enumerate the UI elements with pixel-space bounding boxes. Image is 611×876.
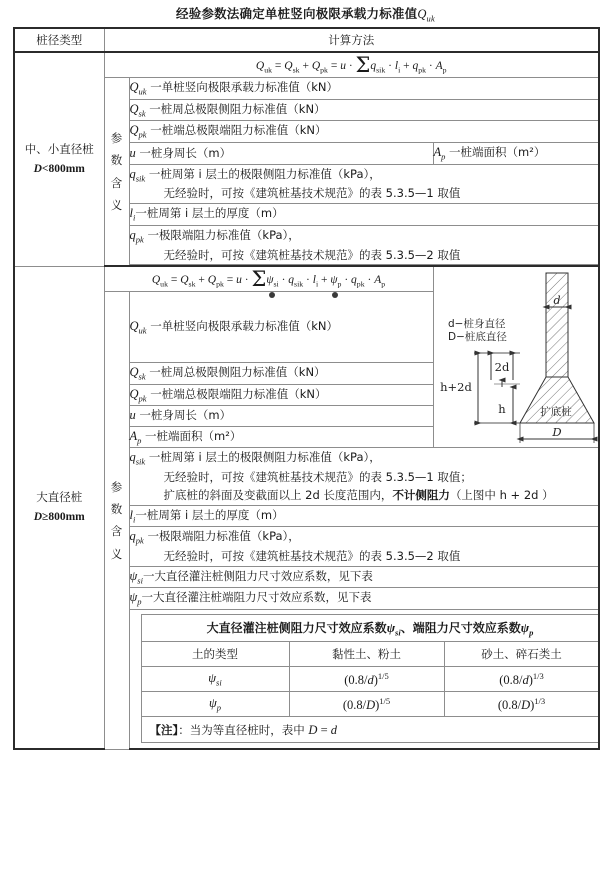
coef-note-row [141, 717, 599, 743]
table-header-row [14, 28, 599, 52]
pile-capacity-table [13, 27, 600, 750]
item-psi-si: $\psi_{si}$一大直径灌注桩侧阻力尺寸效应系数，见下表 [129, 566, 599, 588]
pile-diagram-cell [433, 266, 599, 448]
coef-table-container [129, 610, 599, 750]
page-title-symbol: $Q_{uk}$ [417, 7, 435, 24]
coef-header-clay: 黏性土、粉土 [289, 642, 444, 667]
section-small-formula-row [14, 52, 599, 78]
coef-label-psi-p: $\psi_p$ [141, 692, 289, 717]
diagram-label-D: D [551, 425, 562, 440]
coef-title-row [141, 615, 599, 642]
section-small-type-cond: D<800mm [33, 163, 85, 176]
item-Quk: $Q_{uk}$ 一单桩竖向极限承载力标准值（kN） [129, 78, 599, 100]
coef-psi-p-sand: $(0.8/D)^{1/3}$ [444, 692, 599, 717]
coef-psi-si-sand: $(0.8/d)^{1/3}$ [444, 667, 599, 692]
item-Qpk: $Q_{pk}$ 一桩端总极限端阻力标准值（kN） [129, 384, 433, 406]
section-large-param-label: 参 数 含 义 [104, 292, 129, 749]
diagram-label-2d: 2d [494, 360, 509, 375]
diagram-legend-d: d−桩身直径 [447, 318, 505, 331]
coef-table-note: 【注】：当为等直径桩时，表中 D = d [141, 717, 599, 743]
section-small-type-name: 中、小直径桩 [24, 142, 94, 157]
item-u: u 一桩身周长（m） [129, 406, 433, 426]
coef-header-row [141, 642, 599, 667]
item-qpk: $q_{pk}$ 一极限端阻力标准值（kPa）， 无经验时，可按《建筑桩基技术规范》的表 5.3.5—2 取值 [129, 225, 599, 264]
diagram-label-d: d [552, 294, 561, 308]
item-Ap: $A_p$ 一桩端面积（m²） [433, 143, 599, 165]
page-title [0, 4, 611, 24]
item-Qsk: $Q_{sk}$ 一桩周总极限侧阻力标准值（kN） [129, 99, 599, 121]
diagram-label-h: h [497, 402, 506, 417]
diagram-legend-D: D−桩底直径 [447, 331, 507, 344]
size-effect-coefficient-table [141, 614, 600, 743]
diagram-label-bell: 扩底桩 [539, 406, 572, 419]
page-title-text: 经验参数法确定单桩竖向极限承载力标准值 [176, 6, 418, 21]
section-large-formula-row [14, 266, 599, 292]
formula-small-diameter: $Q_{uk} = Q_{sk} + Q_{pk} = u \cdot \Sigma q_{sik} \cdot l_i + q_{pk} \cdot A_p$ [104, 52, 599, 78]
item-qpk: $q_{pk}$ 一极限端阻力标准值（kPa）， 无经验时，可按《建筑桩基技术规范》的表 5.3.5—2 取值 [129, 527, 599, 566]
coef-psi-si-clay: $(0.8/d)^{1/5}$ [289, 667, 444, 692]
item-psi-p: $\psi_p$一大直径灌注桩端阻力尺寸效应系数，见下表 [129, 588, 599, 610]
item-qsik: $q_{sik}$ 一桩周第 i 层土的极限侧阻力标准值（kPa）， 无经验时，可按《建筑桩基技术规范》的表 5.3.5—1 取值； 扩底桩的斜面及变截面以上 2d 长度范围内，不计侧阻力（上图中 h + 2d ） [129, 448, 599, 505]
belled-pile-diagram [434, 267, 600, 447]
coef-row-psi-si [141, 667, 599, 692]
formula-large-diameter: $Q_{uk} = Q_{sk} + Q_{pk} = u \cdot \Sigma\psi_{si} \cdot q_{sik} \cdot l_i + \psi_p \cdot q_{pk} \cdot A_p$ [104, 266, 433, 292]
section-large-type-cond: D≥800mm [33, 511, 85, 524]
item-qsik-line3: 扩底桩的斜面及变截面以上 2d 长度范围内，不计侧阻力（上图中 h + 2d ） [163, 487, 554, 502]
item-qsik: $q_{sik}$ 一桩周第 i 层土的极限侧阻力标准值（kPa）， 无经验时，可按《建筑桩基技术规范》的表 5.3.5—1 取值 [129, 164, 599, 203]
coef-row-psi-p [141, 692, 599, 717]
coef-table-title: 大直径灌注桩侧阻力尺寸效应系数$\psi_{si}$、端阻力尺寸效应系数$\psi_p$ [141, 615, 599, 642]
item-Quk: $Q_{uk}$ 一单桩竖向极限承载力标准值（kN） [129, 292, 433, 363]
coef-label-psi-si: $\psi_{si}$ [141, 667, 289, 692]
coef-psi-p-clay: $(0.8/D)^{1/5}$ [289, 692, 444, 717]
section-large-type-cell [14, 266, 104, 749]
item-Qpk: $Q_{pk}$ 一桩端总极限端阻力标准值（kN） [129, 121, 599, 143]
diagram-label-h2d: h+2d [439, 380, 472, 395]
header-calc-method: 计算方法 [104, 28, 599, 52]
section-large-type-name: 大直径桩 [36, 490, 83, 505]
item-li: $l_i$一桩周第 i 层土的厚度（m） [129, 204, 599, 226]
item-u: u 一桩身周长（m） [129, 143, 433, 165]
item-Qsk: $Q_{sk}$ 一桩周总极限侧阻力标准值（kN） [129, 362, 433, 384]
item-li: $l_i$一桩周第 i 层土的厚度（m） [129, 505, 599, 527]
item-Ap: $A_p$ 一桩端面积（m²） [129, 426, 433, 448]
coef-header-soil-type: 土的类型 [141, 642, 289, 667]
section-small-param-label: 参 数 含 义 [104, 78, 129, 267]
coef-header-sand: 砂土、碎石类土 [444, 642, 599, 667]
header-pile-type: 桩径类型 [14, 28, 104, 52]
section-small-type-cell [14, 52, 104, 266]
